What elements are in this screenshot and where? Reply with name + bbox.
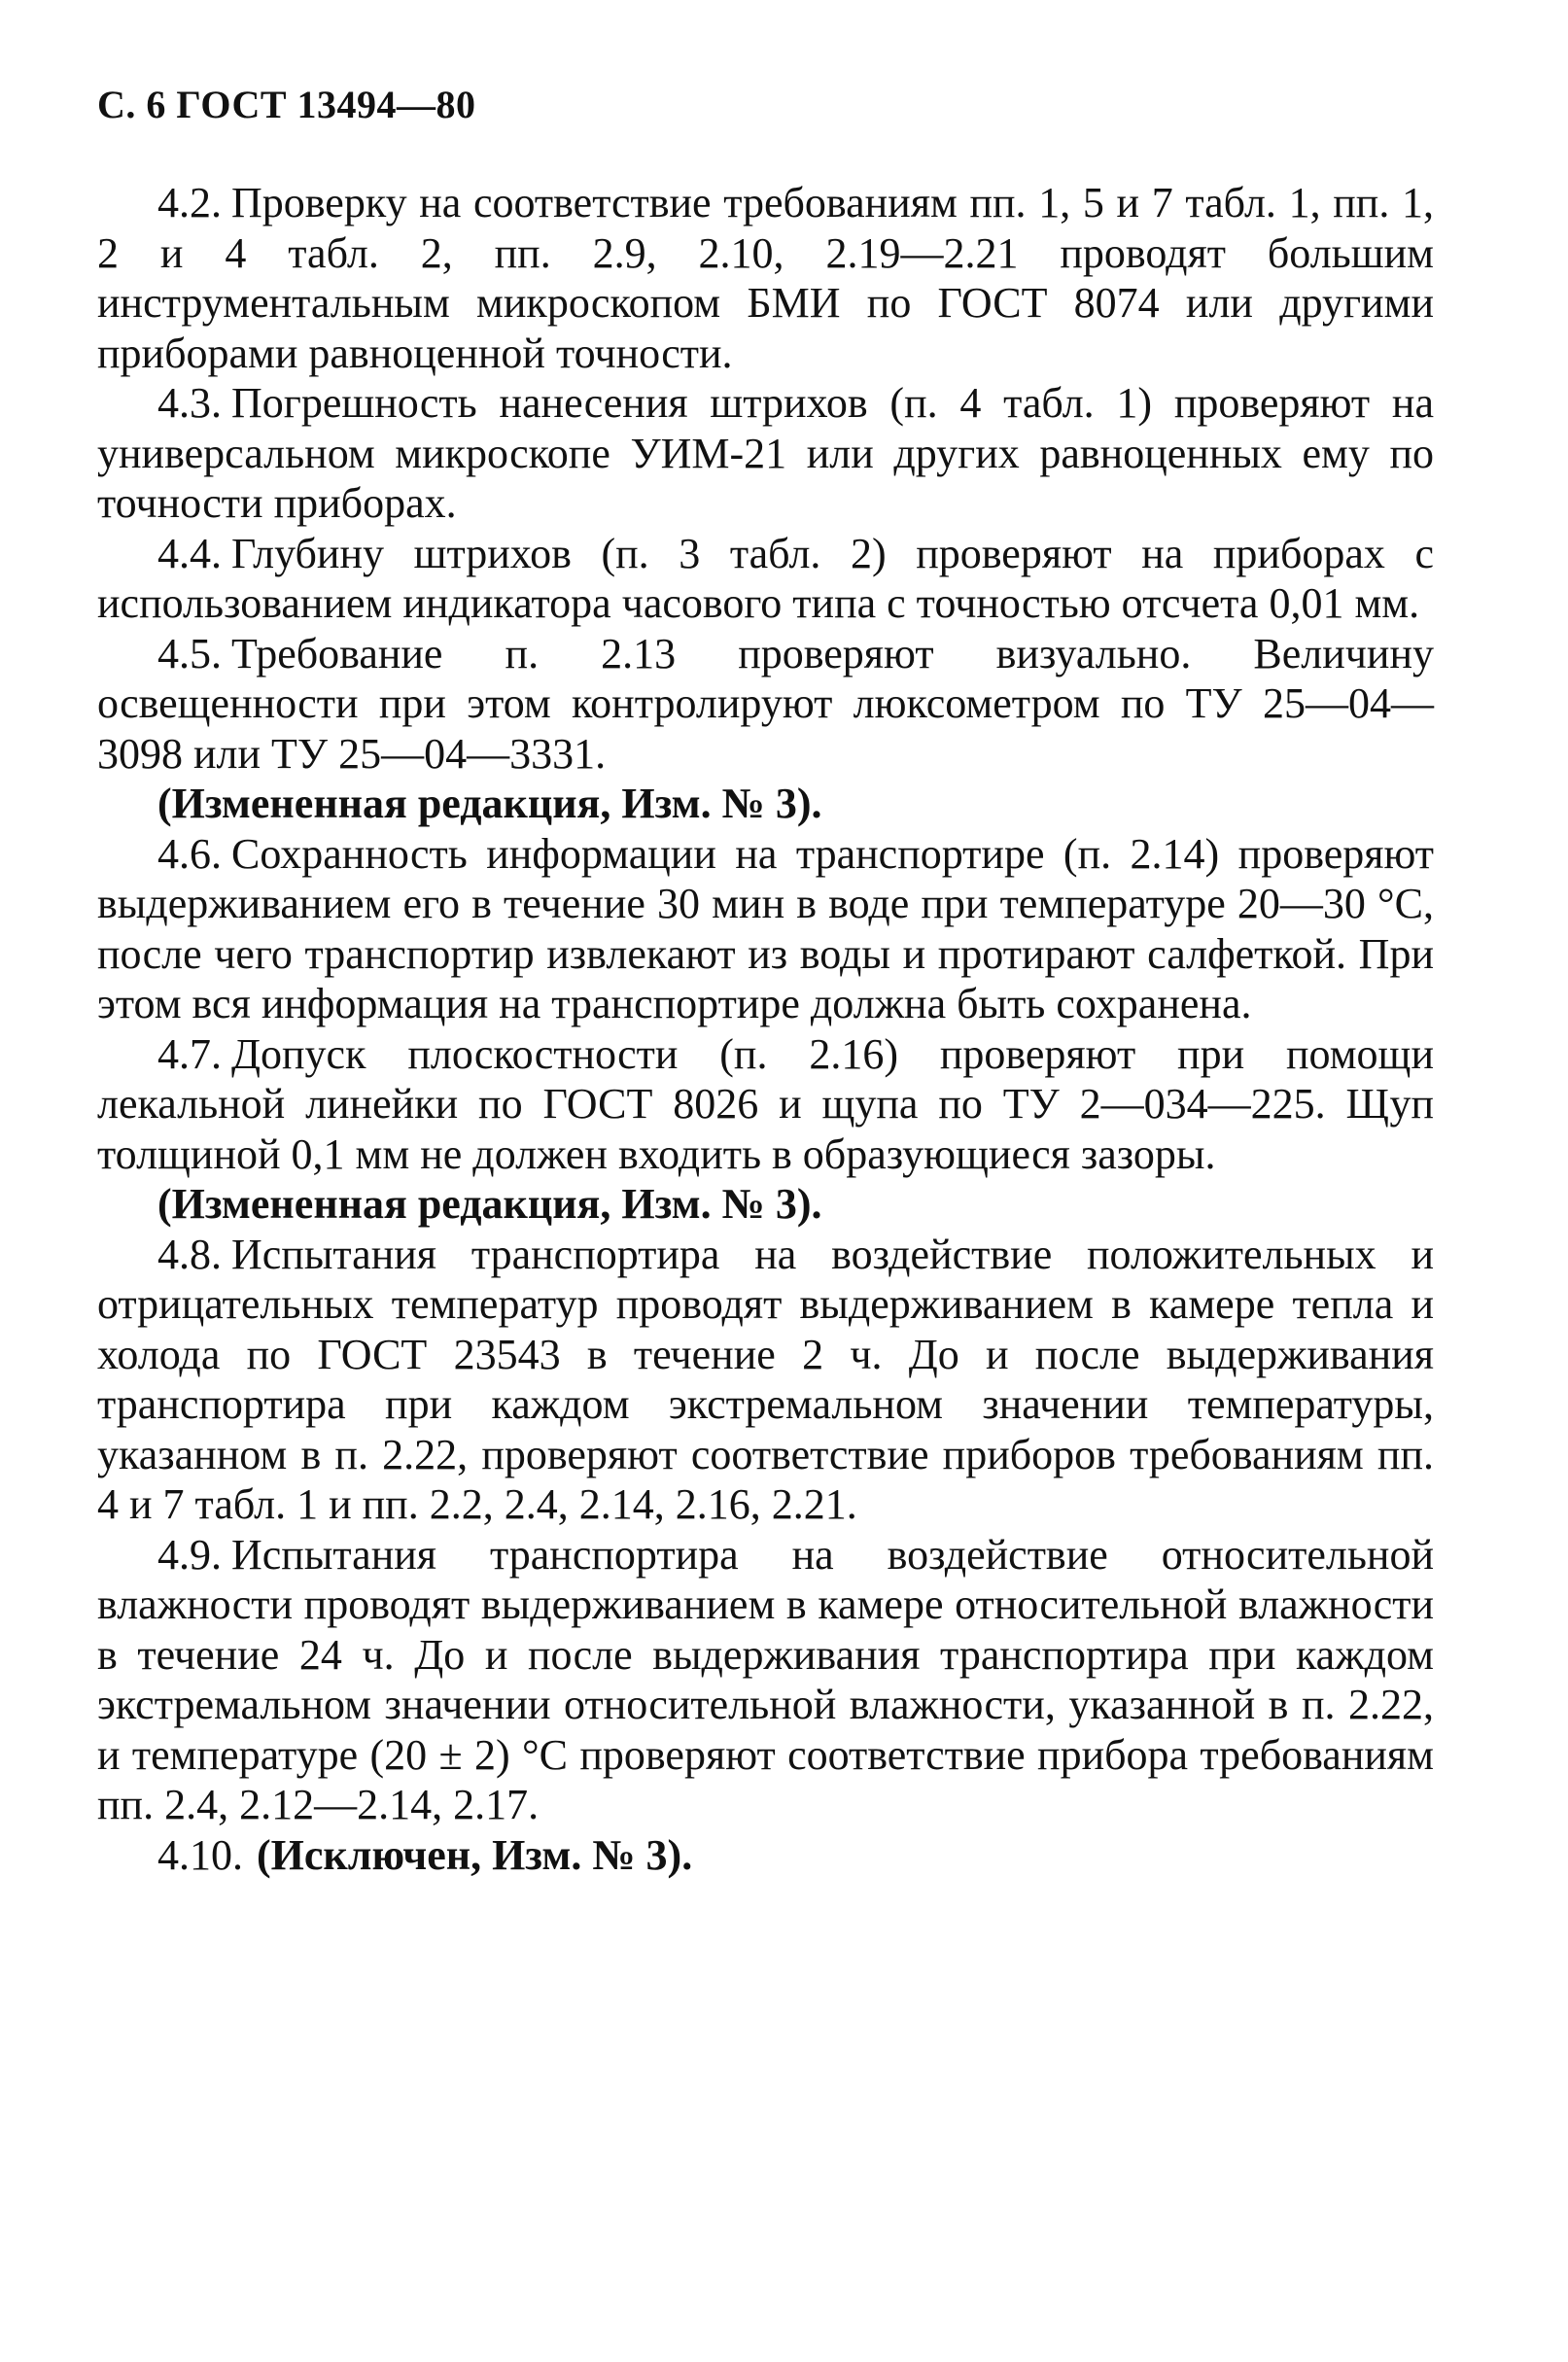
paragraph-number: 4.8. bbox=[157, 1230, 222, 1278]
paragraph-4-9 bbox=[97, 1530, 1434, 1830]
paragraph-4-10 bbox=[97, 1830, 1434, 1881]
paragraph-4-5 bbox=[97, 629, 1434, 780]
paragraph-text: Допуск плоскостности (п. 2.16) проверяют при помощи лекальной линейки по ГОСТ 8026 и щупа по ТУ 2—034—225. Щуп толщиной 0,1 мм не должен входить в образующиеся зазоры. bbox=[97, 1029, 1434, 1178]
paragraph-number: 4.9. bbox=[157, 1530, 222, 1579]
paragraph-4-6 bbox=[97, 829, 1434, 1029]
paragraph-text: Сохранность информации на транспортире (п. 2.14) проверяют выдерживанием его в течение 30 мин в воде при температуре 20—30 °С, после чего транспортир извлекают из воды и протирают салфеткой. При этом вся информация на транспортире должна быть сохранена. bbox=[97, 829, 1434, 1027]
running-head: С. 6 ГОСТ 13494—80 bbox=[97, 83, 476, 126]
paragraph-4-3 bbox=[97, 378, 1434, 529]
amendment-note: (Измененная редакция, Изм. № 3). bbox=[157, 780, 822, 827]
paragraph-number: 4.2. bbox=[157, 179, 222, 226]
paragraph-4-2 bbox=[97, 178, 1434, 378]
amendment-note-4-7 bbox=[97, 1179, 1434, 1230]
excluded-note: (Исключен, Изм. № 3). bbox=[257, 1830, 693, 1879]
paragraph-text: Погрешность нанесения штрихов (п. 4 табл. 1) проверяют на универсальном микроскопе УИМ-21 или других равноценных ему по точности приборах. bbox=[97, 379, 1434, 527]
paragraph-number: 4.7. bbox=[157, 1029, 222, 1078]
paragraph-number: 4.10. bbox=[157, 1830, 243, 1879]
paragraph-4-8 bbox=[97, 1230, 1434, 1530]
amendment-note: (Измененная редакция, Изм. № 3). bbox=[157, 1180, 822, 1228]
paragraph-4-7 bbox=[97, 1029, 1434, 1180]
paragraph-text: Проверку на соответствие требованиям пп. 1, 5 и 7 табл. 1, пп. 1, 2 и 4 табл. 2, пп. 2.9, 2.10, 2.19—2.21 проводят большим инструментальным микроскопом БМИ по ГОСТ 8074 или другими приборами равноценной точности. bbox=[97, 179, 1434, 377]
paragraph-text: Требование п. 2.13 проверяют визуально. Величину освещенности при этом контролируют люксометром по ТУ 25—04—3098 или ТУ 25—04—3331. bbox=[97, 629, 1434, 778]
paragraph-number: 4.4. bbox=[157, 529, 222, 577]
paragraph-text: Испытания транспортира на воздействие относительной влажности проводят выдерживанием в камере относительной влажности в течение 24 ч. До и после выдерживания транспортира при каждом экстремальном значении относительной влажности, указанной в п. 2.22, и температуре (20 ± 2) °С проверяют соответствие прибора требованиям пп. 2.4, 2.12—2.14, 2.17. bbox=[97, 1530, 1434, 1828]
amendment-note-4-5 bbox=[97, 779, 1434, 829]
paragraph-text: Испытания транспортира на воздействие положительных и отрицательных температур проводят выдерживанием в камере тепла и холода по ГОСТ 23543 в течение 2 ч. До и после выдерживания транспортира при каждом экстремальном значении температуры, указанном в п. 2.22, проверяют соответствие приборов требованиям пп. 4 и 7 табл. 1 и пп. 2.2, 2.4, 2.14, 2.16, 2.21. bbox=[97, 1230, 1434, 1528]
paragraph-number: 4.3. bbox=[157, 379, 222, 427]
paragraph-4-4 bbox=[97, 529, 1434, 629]
paragraph-text: Глубину штрихов (п. 3 табл. 2) проверяют на приборах с использованием индикатора часового типа с точностью отсчета 0,01 мм. bbox=[97, 529, 1434, 627]
paragraph-number: 4.5. bbox=[157, 629, 222, 677]
paragraph-number: 4.6. bbox=[157, 829, 222, 878]
body-text bbox=[97, 178, 1434, 1880]
